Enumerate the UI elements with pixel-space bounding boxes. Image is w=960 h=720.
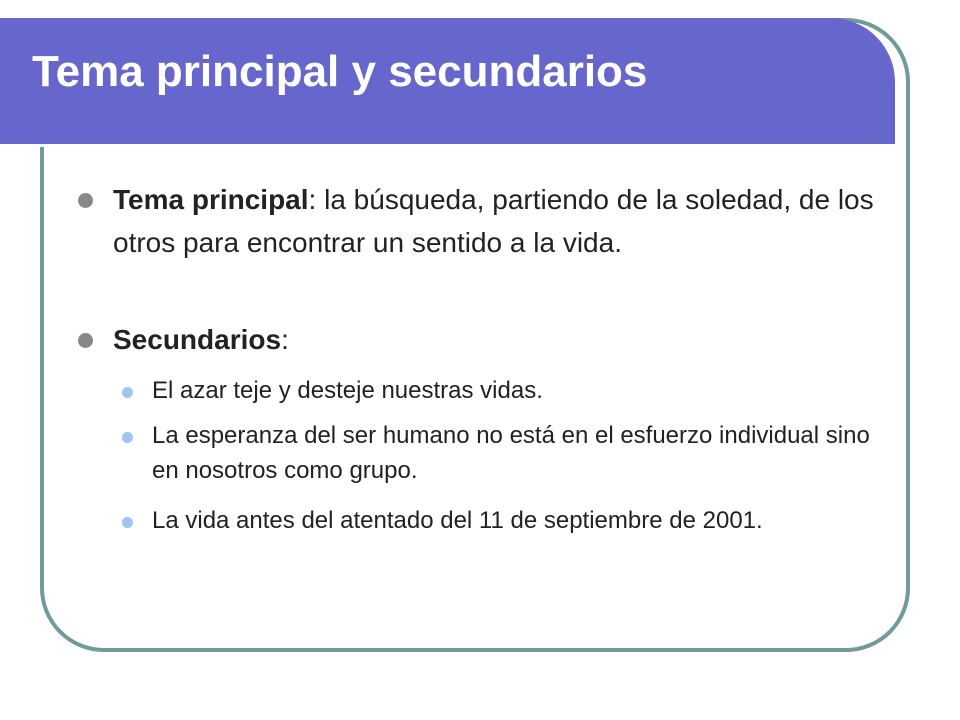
sub-bullet-icon — [122, 517, 133, 528]
sub-bullet-icon — [122, 387, 133, 398]
bullet-icon — [78, 333, 93, 348]
sub-list-item: La vida antes del atentado del 11 de septiembre de 2001. — [152, 507, 763, 534]
list-item-secundarios — [113, 318, 883, 361]
item-text: : — [281, 324, 289, 355]
item-heading: Tema principal — [113, 184, 309, 215]
list-item-tema-principal — [113, 178, 883, 264]
bullet-icon — [78, 193, 93, 208]
title-underline — [0, 144, 846, 147]
sub-list-item: La esperanza del ser humano no está en el esfuerzo individual sino en nosotros como grupo. — [152, 422, 870, 484]
item-heading: Secundarios — [113, 324, 282, 355]
sub-list-item: El azar teje y desteje nuestras vidas. — [152, 377, 543, 404]
sub-bullet-icon — [122, 432, 133, 443]
item-text: : la búsqueda, partiendo de la soledad, de los otros para encontrar un sentido a la vida. — [113, 184, 874, 258]
slide-title: Tema principal y secundarios — [32, 47, 648, 96]
